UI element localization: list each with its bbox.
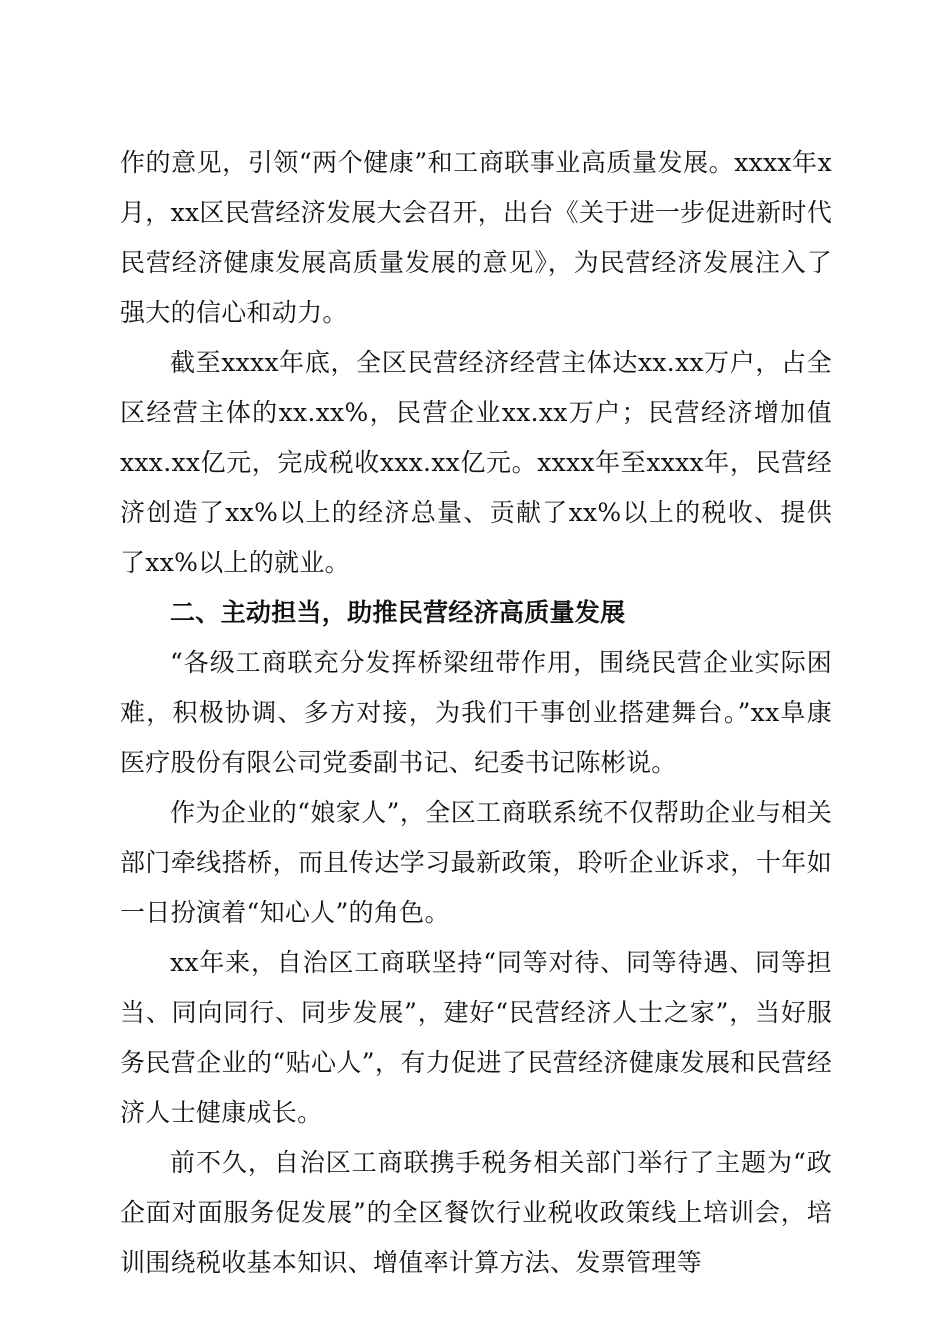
paragraph-training: 前不久，自治区工商联携手税务相关部门举行了主题为“政企面对面服务促发展”的全区餐饮行业税收政策线上培训会，培训围绕税收基本知识、增值率计算方法、发票管理等: [120, 1148, 832, 1277]
document-body: [120, 138, 832, 1288]
section-heading: 二、主动担当，助推民营经济高质量发展: [170, 598, 626, 627]
paragraph-role: 作为企业的“娘家人”，全区工商联系统不仅帮助企业与相关部门牵线搭桥，而且传达学习最新政策，聆听企业诉求，十年如一日扮演着“知心人”的角色。: [120, 798, 832, 927]
paragraph-statistics: 截至xxxx年底，全区民营经济经营主体达xx.xx万户，占全区经营主体的xx.xx%，民营企业xx.xx万户；民营经济增加值xxx.xx亿元，完成税收xxx.xx亿元。xxxx年至xxxx年，民营经济创造了xx%以上的经济总量、贡献了xx%以上的税收、提供了xx%以上的就业。: [120, 348, 832, 577]
paragraph-quote: “各级工商联充分发挥桥梁纽带作用，围绕民营企业实际困难，积极协调、多方对接，为我们干事创业搭建舞台。”xx阜康医疗股份有限公司党委副书记、纪委书记陈彬说。: [120, 648, 832, 777]
paragraph-continuation: 作的意见，引领“两个健康”和工商联事业高质量发展。xxxx年x月，xx区民营经济发展大会召开，出台《关于进一步促进新时代民营经济健康发展高质量发展的意见》，为民营经济发展注入了强大的信心和动力。: [120, 148, 832, 327]
paragraph-achievements: xx年来，自治区工商联坚持“同等对待、同等待遇、同等担当、同向同行、同步发展”，建好“民营经济人士之家”，当好服务民营企业的“贴心人”，有力促进了民营经济健康发展和民营经济人士健康成长。: [120, 948, 832, 1127]
